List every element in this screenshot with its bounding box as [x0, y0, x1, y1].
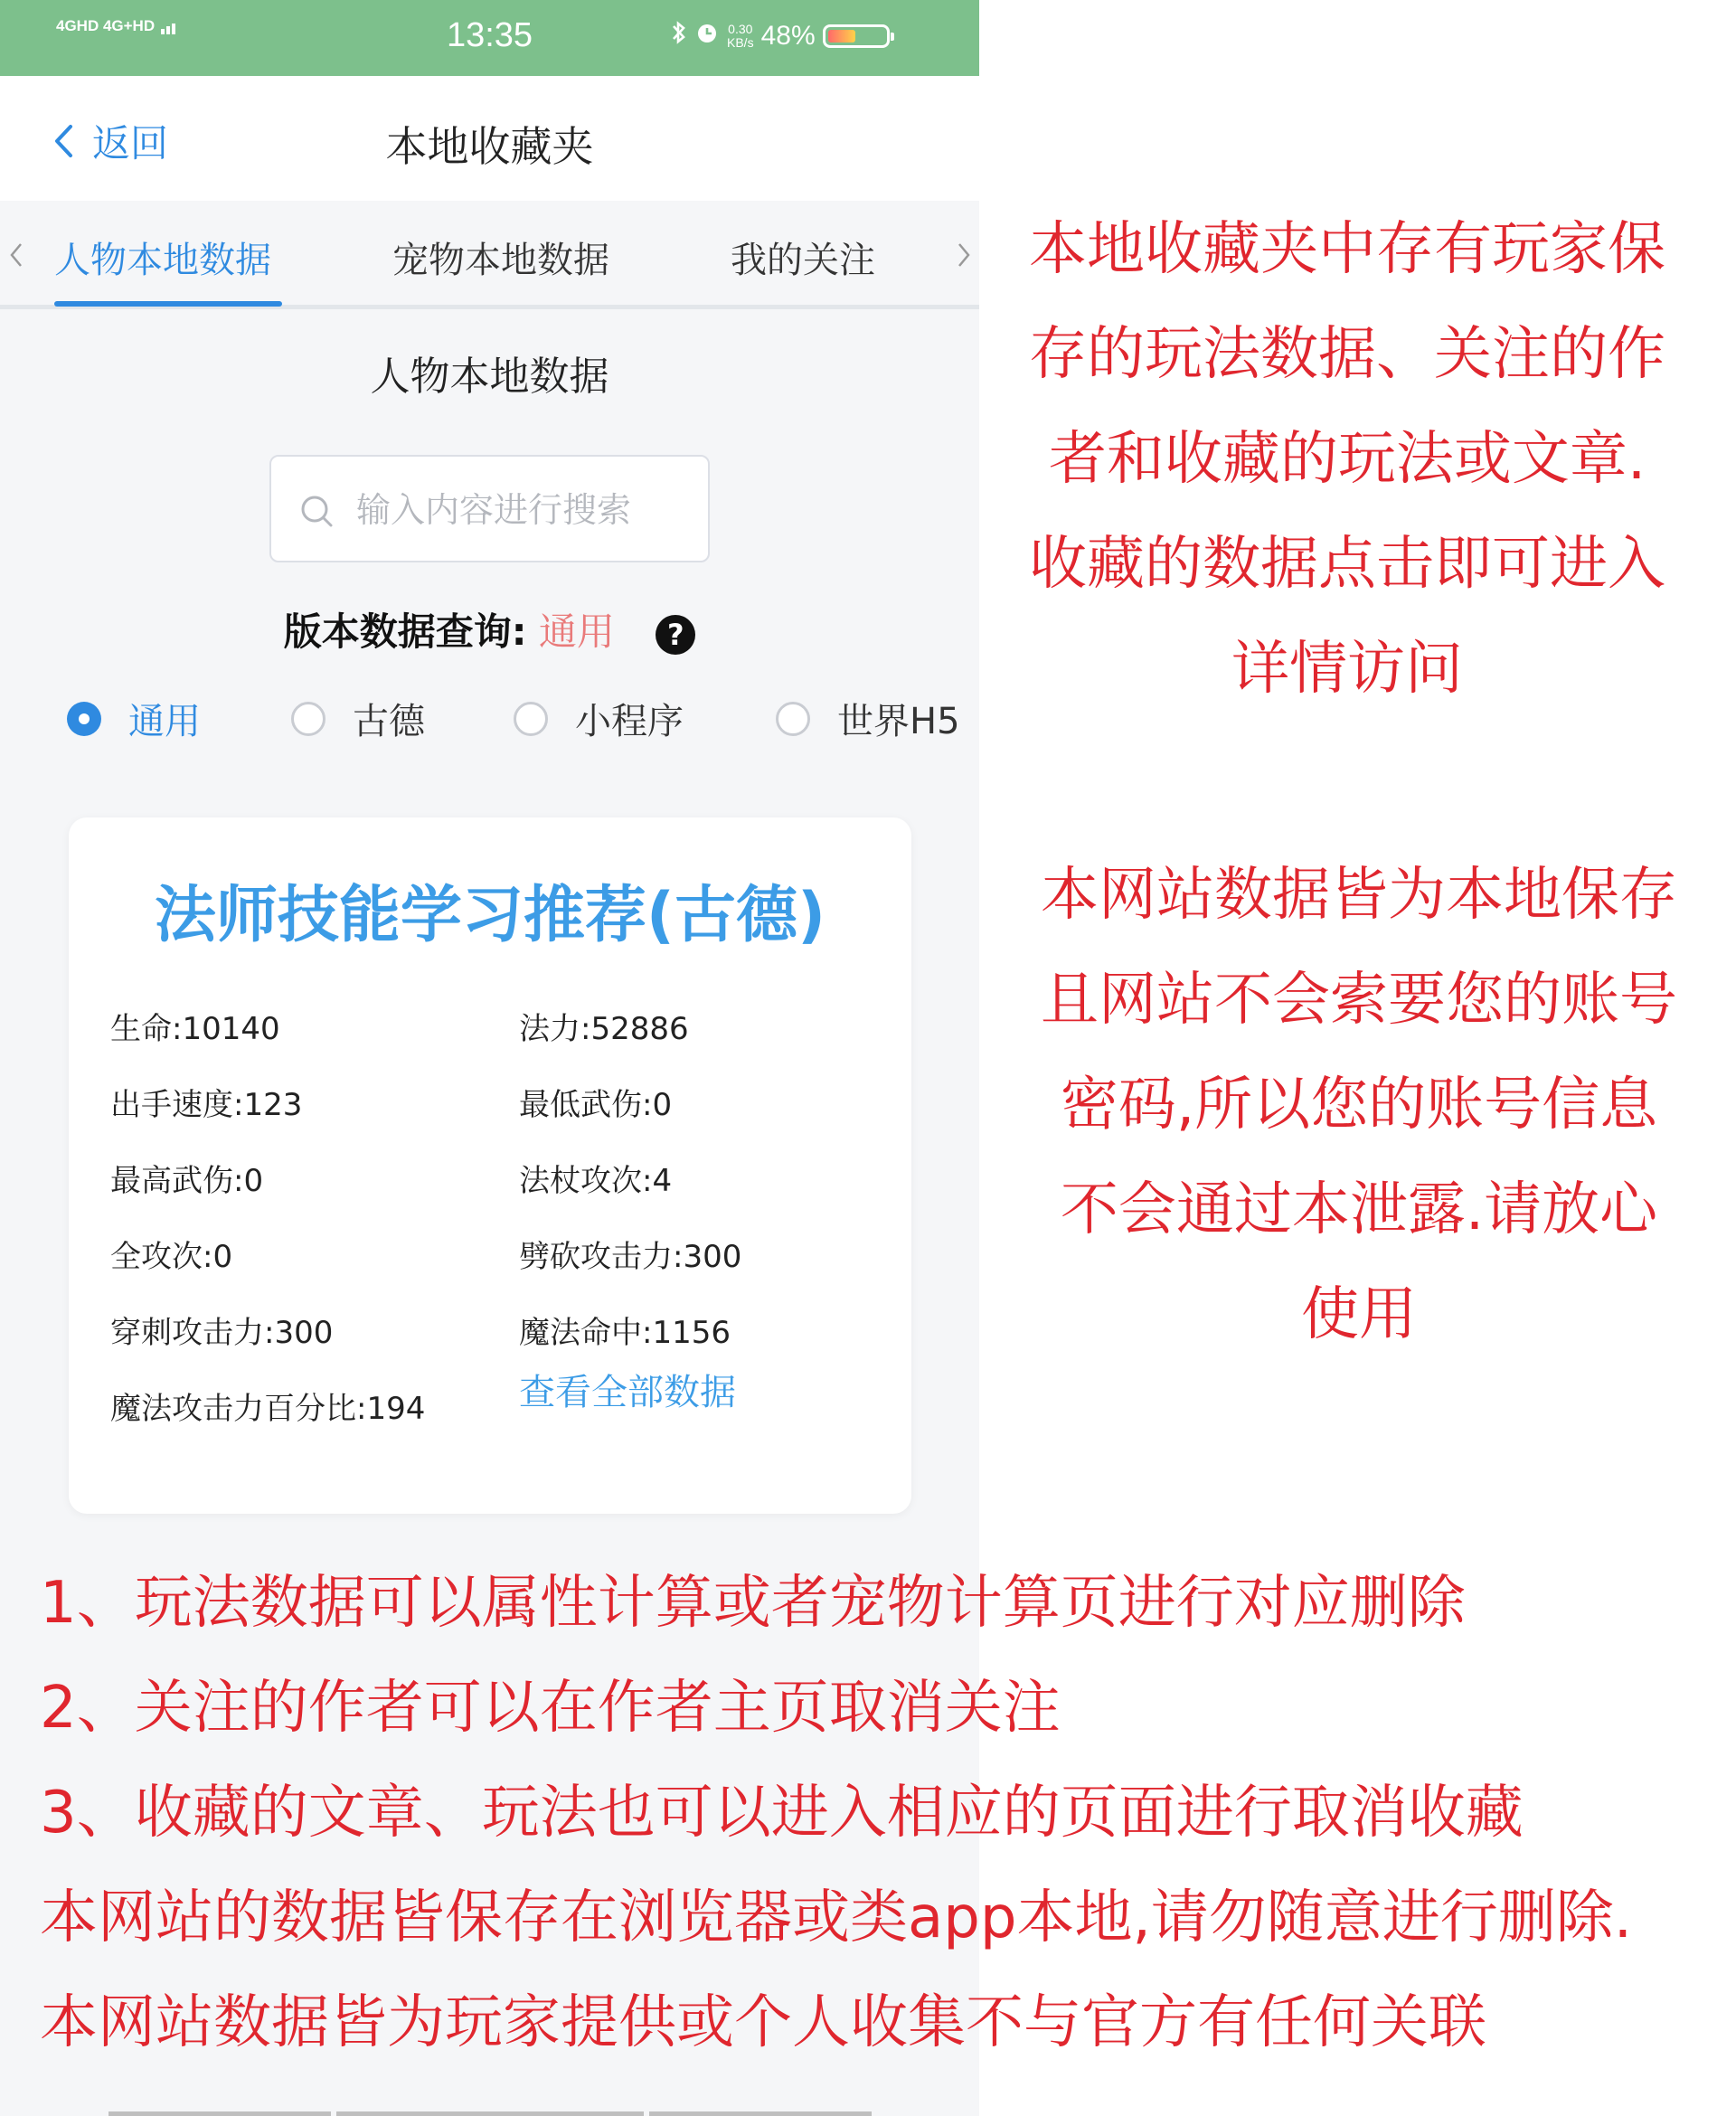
view-all-data-link[interactable]: 查看全部数据: [519, 1372, 736, 1413]
page-title: 本地收藏夹: [385, 122, 594, 171]
annotation-line: 本网站的数据皆保存在浏览器或类app本地,请勿随意进行删除.: [40, 1885, 1633, 1951]
card-title: 法师技能学习推荐(古德): [154, 880, 826, 951]
stat-right: 最低武伤:0: [519, 1087, 673, 1123]
radio-unchecked-icon: [514, 702, 548, 736]
battery-fill: [828, 30, 855, 43]
search-icon: [300, 495, 335, 529]
stat-right: 法力:52886: [519, 1011, 689, 1047]
annotation-top-right: [1004, 197, 1691, 722]
annotation-line: 本地收藏夹中存有玩家保: [1029, 216, 1665, 283]
radio-label: 古德: [353, 701, 425, 742]
saved-build-card[interactable]: [69, 817, 911, 1514]
scroll-indicator: [649, 2111, 872, 2116]
annotation-line: 存的玩法数据、关注的作: [1029, 321, 1665, 388]
stat-left: 魔法攻击力百分比:194: [110, 1391, 426, 1427]
radio-world-h5[interactable]: [776, 693, 960, 744]
tab-my-follows[interactable]: 我的关注: [731, 240, 875, 281]
annotation-line: 本网站数据皆为本地保存: [1041, 862, 1677, 929]
radio-general[interactable]: [67, 693, 201, 744]
alarm-icon: [694, 20, 720, 52]
status-bar: [0, 0, 979, 76]
radio-mini-program[interactable]: [514, 693, 684, 744]
annotation-bottom: [40, 1551, 1722, 2075]
stat-left: 全攻次:0: [110, 1239, 233, 1275]
tab-bar: [0, 201, 979, 309]
radio-gude[interactable]: [291, 693, 425, 744]
annotation-line: 且网站不会索要您的账号: [1041, 967, 1677, 1034]
annotation-line: 详情访问: [1231, 636, 1463, 703]
annotation-line: 不会通过本泄露.请放心: [1060, 1176, 1658, 1243]
stat-left: 穿刺攻击力:300: [110, 1315, 334, 1351]
battery-icon: [823, 24, 890, 48]
version-radio-group: [0, 693, 979, 747]
annotation-line: 3、收藏的文章、玩法也可以进入相应的页面进行取消收藏: [40, 1780, 1524, 1847]
radio-unchecked-icon: [291, 702, 326, 736]
tab-character-data[interactable]: 人物本地数据: [54, 240, 271, 281]
annotation-line: 1、玩法数据可以属性计算或者宠物计算页进行对应删除: [40, 1570, 1466, 1637]
radio-checked-icon: [67, 702, 101, 736]
annotation-line: 密码,所以您的账号信息: [1060, 1072, 1658, 1138]
annotation-line: 2、关注的作者可以在作者主页取消关注: [40, 1675, 1061, 1742]
net-speed-unit: KB/s: [727, 35, 754, 50]
annotation-middle-right: [1011, 843, 1707, 1367]
nav-bar: [0, 76, 979, 202]
chevron-left-icon[interactable]: [9, 241, 24, 269]
search-input[interactable]: [354, 478, 684, 542]
annotation-line: 收藏的数据点击即可进入: [1029, 531, 1665, 598]
radio-label: 通用: [128, 701, 201, 742]
stat-left: 生命:10140: [110, 1011, 280, 1047]
stat-left: 最高武伤:0: [110, 1163, 264, 1199]
net-speed: [727, 23, 754, 50]
tab-pet-data[interactable]: 宠物本地数据: [392, 240, 609, 281]
stat-left: 出手速度:123: [110, 1087, 303, 1123]
stat-right: 魔法命中:1156: [519, 1315, 731, 1351]
annotation-line: 本网站数据皆为玩家提供或个人收集不与官方有任何关联: [40, 1989, 1486, 2056]
signal-text: 4GHD 4G+HD: [56, 17, 156, 34]
status-time: 13:35: [446, 16, 533, 54]
battery-percent: 48%: [760, 21, 816, 51]
status-right: [671, 20, 890, 52]
radio-label: 小程序: [575, 701, 684, 742]
back-label: 返回: [92, 121, 169, 165]
search-box[interactable]: [269, 455, 710, 562]
section-title: 人物本地数据: [370, 354, 609, 400]
stat-right: 法杖攻次:4: [519, 1163, 673, 1199]
scroll-indicator: [108, 2111, 331, 2116]
annotation-line: 使用: [1301, 1281, 1417, 1348]
active-tab-indicator: [54, 301, 282, 307]
version-value: 通用: [538, 609, 615, 654]
stat-right: 劈砍攻击力:300: [519, 1239, 742, 1275]
help-icon[interactable]: ?: [656, 615, 695, 655]
scroll-indicator: [336, 2111, 644, 2116]
chevron-right-icon[interactable]: [957, 241, 971, 269]
version-label: 版本数据查询:: [283, 609, 527, 654]
bluetooth-icon: [671, 20, 687, 52]
net-speed-value: 0.30: [728, 22, 753, 36]
annotation-line: 者和收藏的玩法或文章.: [1048, 426, 1646, 493]
radio-unchecked-icon: [776, 702, 810, 736]
version-query: [0, 602, 979, 657]
radio-label: 世界H5: [837, 701, 960, 742]
